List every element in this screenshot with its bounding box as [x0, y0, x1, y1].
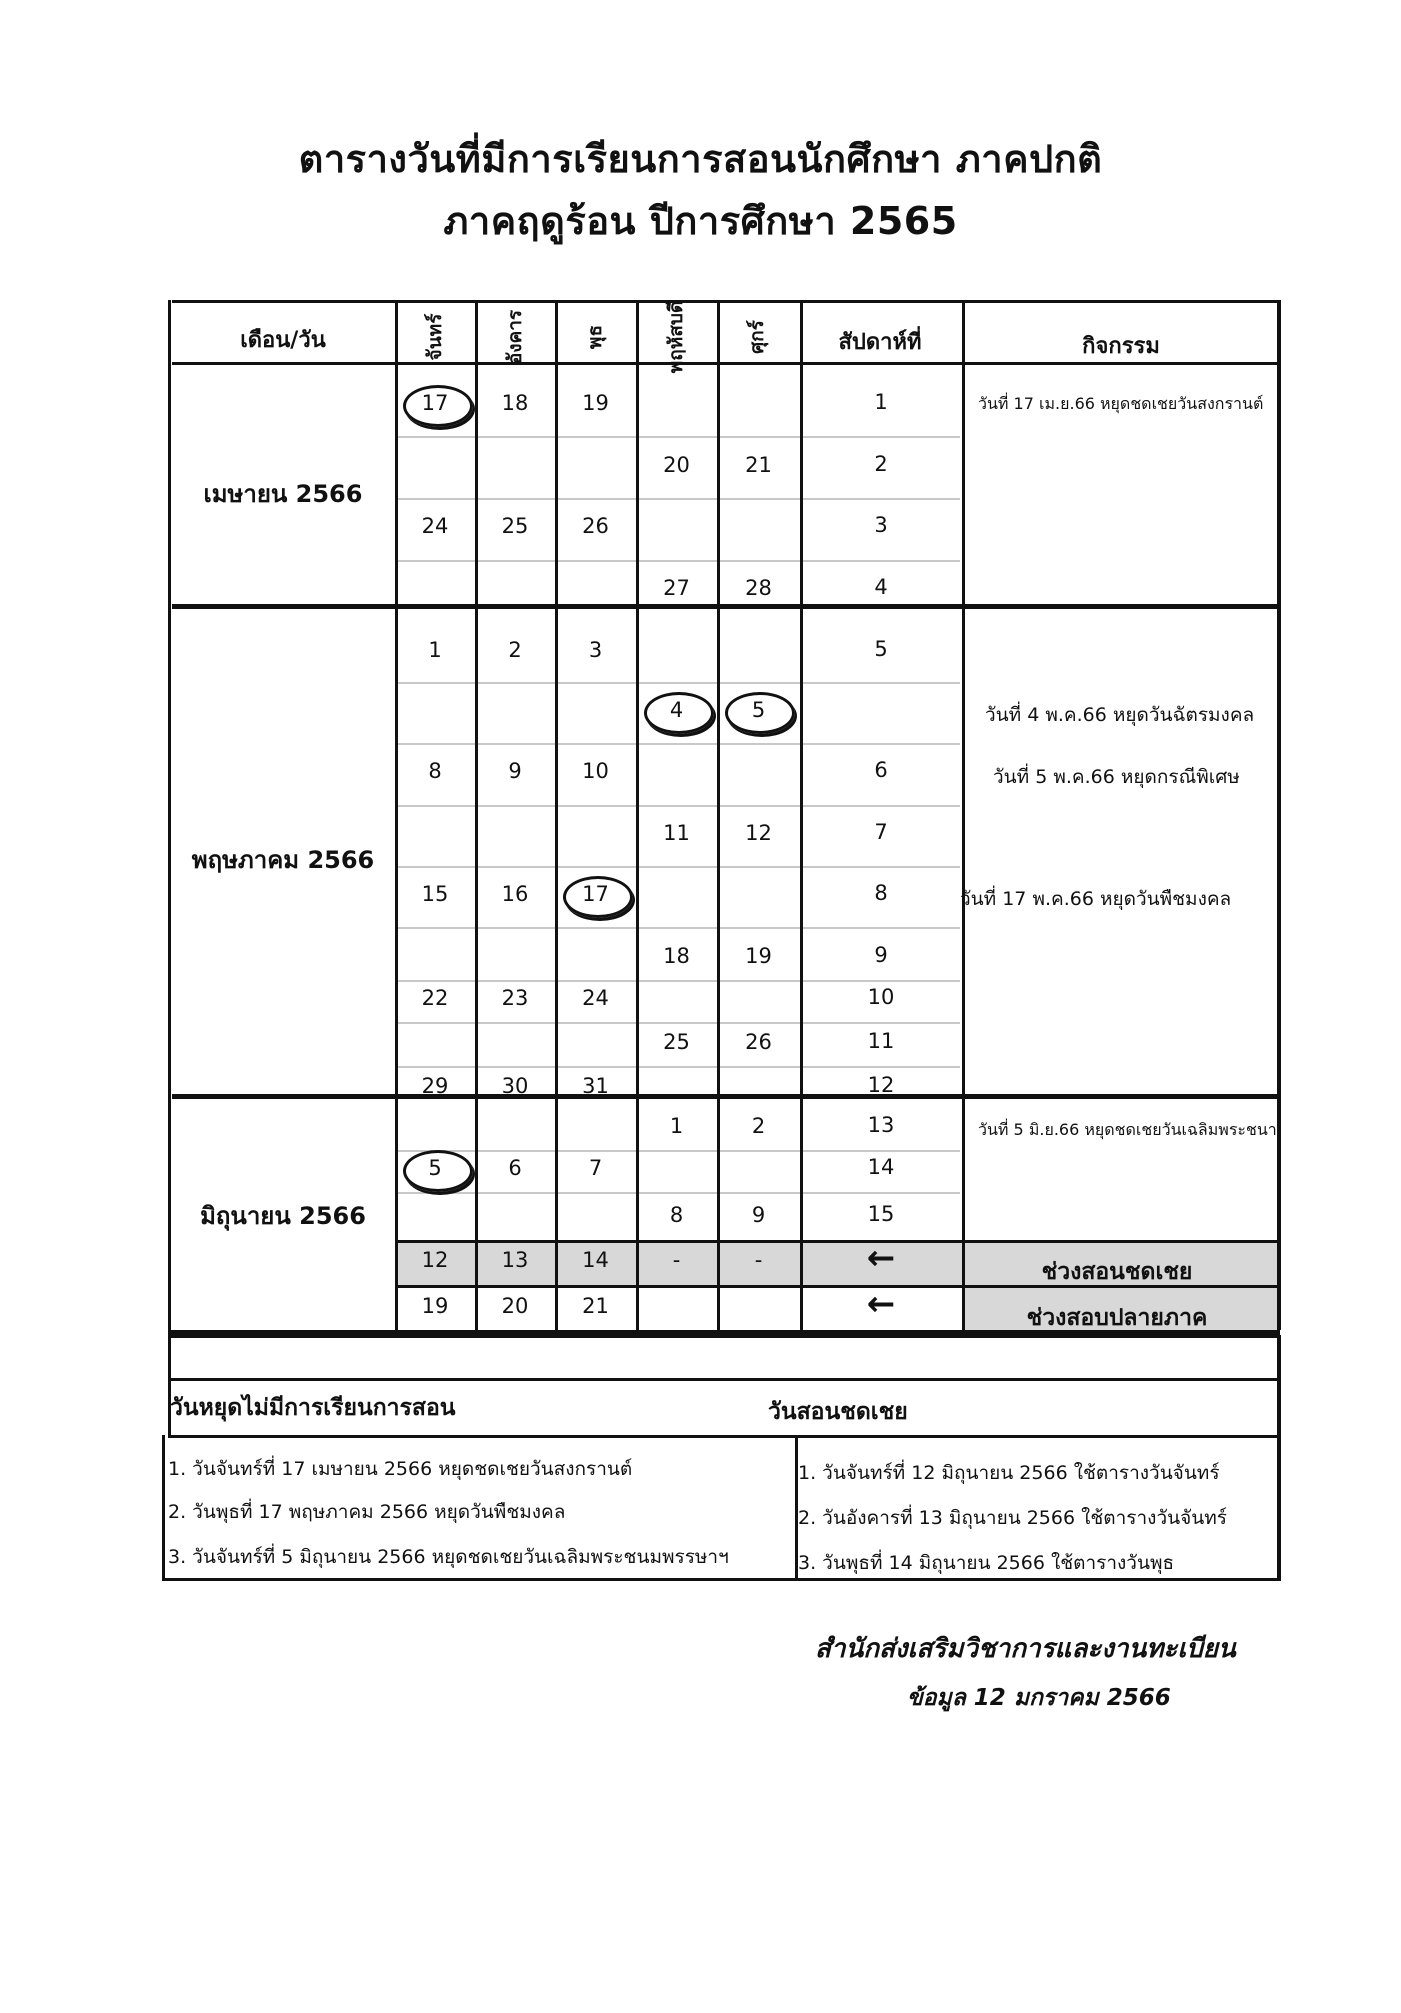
day-cell: 20 — [501, 1294, 529, 1318]
week-cell: 10 — [867, 985, 895, 1009]
holiday-circle-mark — [563, 876, 633, 918]
makeup-heading: วันสอนชดเชย — [768, 1399, 908, 1425]
day-cell: 27 — [663, 576, 690, 600]
day-cell: 15 — [421, 882, 449, 906]
holiday-item: 2. วันพุธที่ 17 พฤษภาคม 2566 หยุดวันพืชมงคล — [168, 1501, 566, 1523]
row-separator — [397, 1192, 960, 1194]
day-cell: 26 — [582, 514, 609, 538]
week-cell: 1 — [874, 390, 888, 414]
week-cell: 13 — [867, 1113, 895, 1137]
day-cell: 23 — [501, 986, 529, 1010]
week-cell: 5 — [874, 637, 888, 661]
table-border — [168, 1378, 1280, 1381]
week-cell: 4 — [874, 575, 888, 599]
makeup-item: 2. วันอังคารที่ 13 มิถุนายน 2566 ใช้ตารางวันจันทร์ — [798, 1507, 1227, 1529]
day-cell: 25 — [501, 514, 529, 538]
week-cell: 14 — [867, 1155, 895, 1179]
day-cell: 8 — [669, 1203, 684, 1227]
header-day-mon: จันทร์ — [424, 313, 446, 361]
activity-special-holiday: วันที่ 5 พ.ค.66 หยุดกรณีพิเศษ — [993, 766, 1240, 788]
month-may: พฤษภาคม 2566 — [191, 846, 375, 874]
row-separator — [397, 560, 960, 562]
week-cell: 9 — [874, 943, 888, 967]
day-cell: 22 — [421, 986, 449, 1010]
day-cell: 11 — [663, 821, 690, 845]
document-subtitle: ภาคฤดูร้อน ปีการศึกษา 2565 — [443, 199, 958, 243]
day-cell: 9 — [508, 759, 522, 783]
header-day-thu: พฤหัสบดี — [665, 300, 687, 374]
holidays-heading: วันหยุดไม่มีการเรียนการสอน — [170, 1395, 456, 1421]
holiday-item: 1. วันจันทร์ที่ 17 เมษายน 2566 หยุดชดเชยวันสงกรานต์ — [168, 1458, 633, 1480]
day-cell: 21 — [745, 453, 772, 477]
week-cell: 3 — [874, 513, 888, 537]
activity-ploughing: วันที่ 17 พ.ค.66 หยุดวันพืชมงคล — [960, 888, 1232, 910]
row-separator — [397, 682, 960, 684]
table-border — [1277, 1335, 1281, 1581]
table-border — [162, 1435, 165, 1581]
day-cell: 30 — [501, 1074, 529, 1098]
day-cell: 1 — [669, 1114, 684, 1138]
activity-songkran: วันที่ 17 เม.ย.66 หยุดชดเชยวันสงกรานต์ — [978, 394, 1264, 413]
day-cell: 14 — [582, 1248, 609, 1272]
activity-coronation: วันที่ 4 พ.ค.66 หยุดวันฉัตรมงคล — [985, 704, 1255, 726]
column-divider — [962, 300, 965, 1330]
day-cell: 5 — [428, 1156, 442, 1180]
table-border — [1277, 300, 1281, 1330]
table-border — [172, 604, 1280, 609]
row-separator — [397, 1022, 960, 1024]
row-separator — [397, 927, 960, 929]
day-cell: 24 — [421, 514, 449, 538]
footer-office: สำนักส่งเสริมวิชาการและงานทะเบียน — [815, 1634, 1236, 1664]
day-cell: 8 — [428, 759, 442, 783]
day-cell: 16 — [501, 882, 529, 906]
table-border — [172, 1094, 1280, 1099]
day-cell: 12 — [421, 1248, 449, 1272]
table-border — [168, 1435, 1280, 1438]
header-month-day: เดือน/วัน — [240, 328, 326, 353]
activity-final-exam: ช่วงสอบปลายภาค — [1026, 1305, 1208, 1331]
day-cell: 25 — [663, 1030, 690, 1054]
week-cell: 6 — [874, 758, 888, 782]
row-separator — [397, 1066, 960, 1068]
day-cell: 12 — [745, 821, 772, 845]
header-day-fri: ศุกร์ — [746, 320, 768, 354]
day-cell: 28 — [745, 576, 772, 600]
day-cell: 13 — [501, 1248, 529, 1272]
arrow-left-icon: ← — [866, 1284, 896, 1324]
holiday-circle-mark — [725, 692, 795, 734]
holiday-item: 3. วันจันทร์ที่ 5 มิถุนายน 2566 หยุดชดเชยวันเฉลิมพระชนมพรรษาฯ — [168, 1546, 729, 1568]
week-cell: 7 — [874, 820, 888, 844]
row-separator — [397, 1150, 960, 1152]
header-week: สัปดาห์ที่ — [838, 330, 922, 355]
document-title: ตารางวันที่มีการเรียนการสอนนักศึกษา ภาคปกติ — [298, 137, 1103, 181]
makeup-item: 3. วันพุธที่ 14 มิถุนายน 2566 ใช้ตารางวันพุธ — [798, 1552, 1175, 1574]
day-cell: 7 — [588, 1156, 603, 1180]
day-cell: 1 — [428, 638, 442, 662]
holiday-circle-mark — [403, 1150, 473, 1192]
day-cell: 10 — [582, 759, 609, 783]
table-border — [168, 300, 171, 1330]
week-cell: 2 — [874, 452, 888, 476]
row-separator — [397, 805, 960, 807]
activity-makeup-period: ช่วงสอนชดเชย — [1041, 1259, 1193, 1285]
day-cell: 2 — [751, 1114, 766, 1138]
header-activity: กิจกรรม — [1082, 334, 1160, 359]
day-cell: 4 — [669, 698, 684, 722]
month-april: เมษายน 2566 — [203, 480, 363, 508]
day-cell: 18 — [501, 391, 529, 415]
week-cell: 15 — [867, 1202, 895, 1226]
day-cell: 17 — [582, 882, 609, 906]
row-separator — [397, 498, 960, 500]
day-cell: 9 — [751, 1203, 766, 1227]
day-cell: 19 — [582, 391, 609, 415]
table-border — [162, 1578, 1280, 1581]
day-cell: 31 — [582, 1074, 609, 1098]
day-cell: 29 — [421, 1074, 449, 1098]
week-cell: 11 — [867, 1029, 895, 1053]
day-cell: - — [754, 1248, 763, 1272]
day-cell: 17 — [421, 391, 449, 415]
day-cell: 20 — [663, 453, 690, 477]
month-june: มิถุนายน 2566 — [200, 1202, 366, 1230]
day-cell: 26 — [745, 1030, 772, 1054]
table-border — [172, 300, 1280, 303]
day-cell: 3 — [588, 638, 603, 662]
header-day-tue: อังคาร — [504, 309, 526, 365]
holiday-circle-mark — [644, 692, 714, 734]
day-cell: - — [672, 1248, 681, 1272]
day-cell: 2 — [508, 638, 522, 662]
row-separator — [397, 866, 960, 868]
arrow-left-icon: ← — [866, 1238, 896, 1278]
table-border — [168, 1335, 1280, 1338]
row-separator — [397, 743, 960, 745]
holiday-circle-mark — [403, 385, 473, 427]
makeup-item: 1. วันจันทร์ที่ 12 มิถุนายน 2566 ใช้ตารางวันจันทร์ — [798, 1462, 1220, 1484]
day-cell: 24 — [582, 986, 609, 1010]
row-separator — [397, 980, 960, 982]
row-separator — [397, 436, 960, 438]
day-cell: 21 — [582, 1294, 609, 1318]
week-cell: 12 — [867, 1073, 895, 1097]
header-day-wed: พุธ — [584, 324, 606, 350]
day-cell: 6 — [508, 1156, 522, 1180]
day-cell: 19 — [421, 1294, 449, 1318]
activity-birthday: วันที่ 5 มิ.ย.66 หยุดชดเชยวันเฉลิมพระชนา — [978, 1120, 1277, 1139]
day-cell: 19 — [745, 944, 772, 968]
day-cell: 18 — [663, 944, 690, 968]
day-cell: 5 — [751, 698, 766, 722]
week-cell: 8 — [874, 881, 888, 905]
footer-date: ข้อมูล 12 มกราคม 2566 — [907, 1685, 1171, 1711]
